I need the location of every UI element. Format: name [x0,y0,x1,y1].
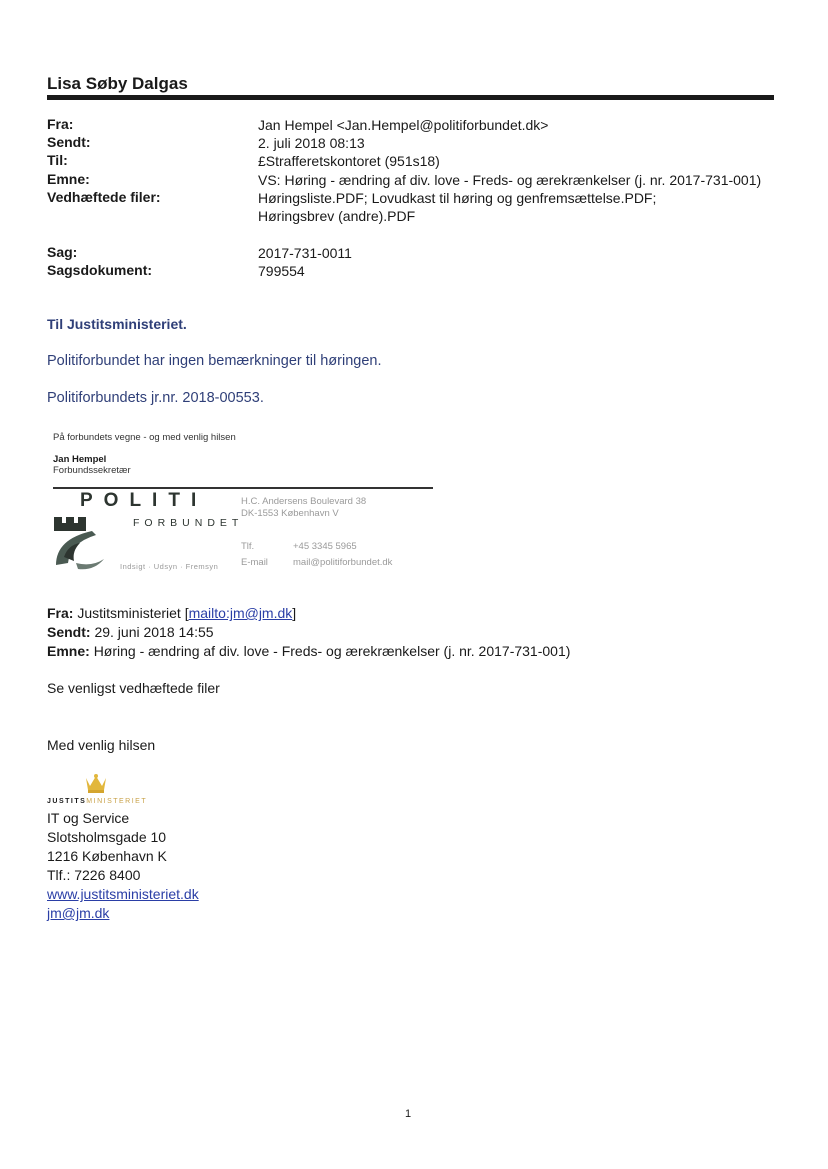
street-address: Slotsholmsgade 10 [47,829,167,845]
case-label: Sag: [47,244,78,260]
mailto-link[interactable]: mailto:jm@jm.dk [188,605,293,621]
signature-name: Jan Hempel [53,454,107,465]
crown-icon [84,772,108,794]
ministry-wordmark-bold: JUSTITS [47,798,87,805]
department: IT og Service [47,810,130,826]
email-link[interactable]: jm@jm.dk [47,905,110,921]
sent-value: 2. juli 2018 08:13 [258,135,365,151]
forwarded-sent [47,624,214,640]
forwarded-body-line: Se venligst vedhæftede filer [47,680,220,696]
attachments-value: Høringsliste.PDF; Lovudkast til høring og genfremsættelse.PDF; Høringsbrev (andre).PDF [258,190,657,224]
email-label: E-mail [241,557,268,568]
subject-value: VS: Høring - ændring af div. love - Freds- og ærekrænkelser (j. nr. 2017-731-001) [258,172,762,188]
header-divider [47,95,774,100]
forwarded-subject-label: Emne: [47,643,90,659]
phone-value: +45 3345 5965 [293,541,357,552]
email-value: mail@politiforbundet.dk [293,557,393,568]
address-line-2: DK-1553 København V [241,508,339,519]
forwarded-subject-value: Høring - ændring af div. love - Freds- og ærekrænkelser (j. nr. 2017-731-001) [93,643,571,659]
case-document-value: 799554 [258,263,305,279]
forwarded-from [47,605,296,621]
address-line-1: H.C. Andersens Boulevard 38 [241,496,367,507]
logo-motto: Indsigt · Udsyn · Fremsyn [120,562,219,571]
signature-divider [53,487,433,489]
forwarded-from-label: Fra: [47,605,74,621]
logo-forbundet-word: FORBUNDET [133,517,244,529]
forwarded-from-close: ] [292,605,297,621]
document-owner-name: Lisa Søby Dalgas [47,74,188,93]
ministry-wordmark [47,798,147,805]
subject-label: Emne: [47,171,90,187]
attachments-label: Vedhæftede filer: [47,189,161,205]
phone-label: Tlf. [241,541,255,552]
to-value: £Strafferetskontoret (951s18) [258,153,440,169]
ministry-wordmark-light: MINISTERIET [86,798,148,805]
from-label: Fra: [47,116,74,132]
forwarded-subject [47,643,570,659]
forwarded-closing: Med venlig hilsen [47,737,156,753]
forwarded-sent-label: Sendt: [47,624,91,640]
ministry-phone: Tlf.: 7226 8400 [47,867,141,883]
page-number: 1 [405,1108,412,1120]
greeting: Til Justitsministeriet. [47,316,187,332]
case-value: 2017-731-0011 [258,245,352,261]
signature-title: Forbundssekretær [53,465,131,476]
politiforbundet-logo-icon [52,513,127,575]
signature-intro: På forbundets vegne - og med venlig hilsen [53,432,236,443]
case-document-label: Sagsdokument: [47,262,153,278]
forwarded-from-value: Justitsministeriet [ [77,605,189,621]
body-line-1: Politiforbundet har ingen bemærkninger til høringen. [47,353,382,369]
website-link[interactable]: www.justitsministeriet.dk [47,886,199,902]
logo-politi-word: POLITI [80,490,208,511]
body-line-2: Politiforbundets jr.nr. 2018-00553. [47,390,264,406]
from-value: Jan Hempel <Jan.Hempel@politiforbundet.dk> [258,117,549,133]
city-address: 1216 København K [47,848,167,864]
forwarded-sent-value: 29. juni 2018 14:55 [94,624,214,640]
to-label: Til: [47,152,68,168]
sent-label: Sendt: [47,134,91,150]
